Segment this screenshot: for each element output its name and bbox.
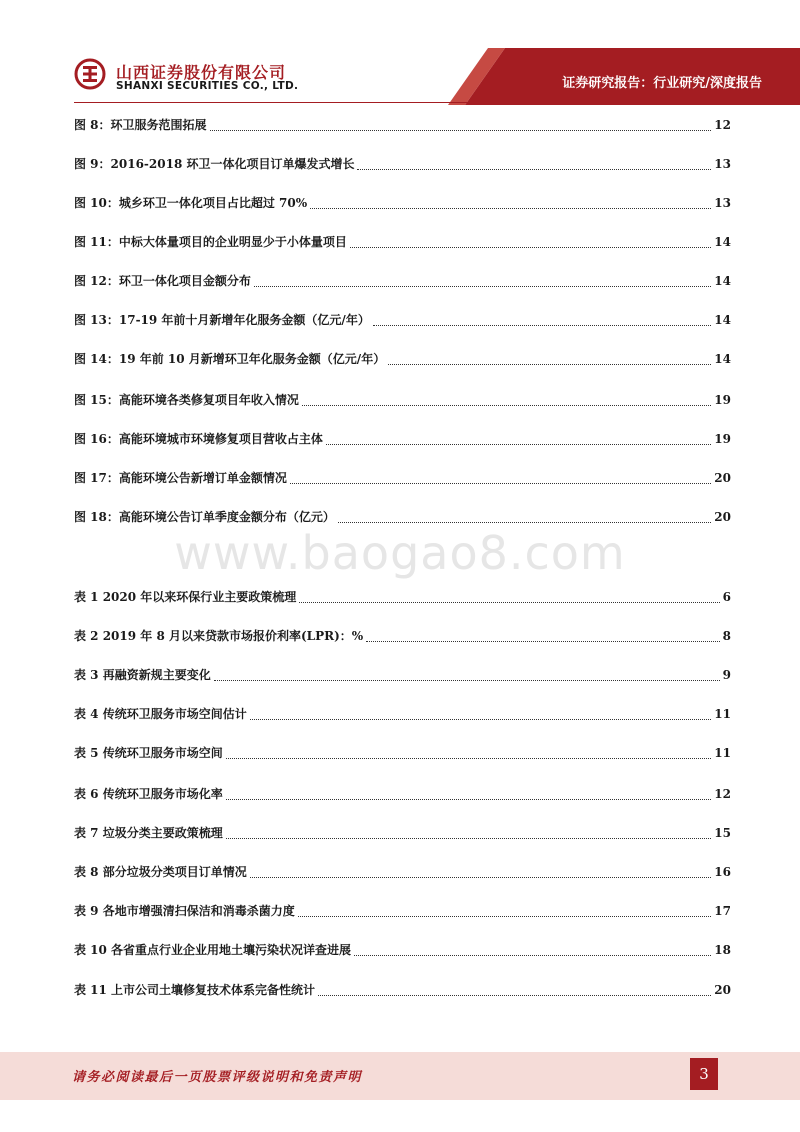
toc-table-entry[interactable]: 表 11 上市公司土壤修复技术体系完备性统计 20 xyxy=(74,983,731,997)
toc-table-entry[interactable]: 表 1 2020 年以来环保行业主要政策梳理 6 xyxy=(74,590,731,604)
shanxi-securities-logo-icon xyxy=(74,58,106,90)
page-header xyxy=(0,0,800,105)
footer-disclaimer: 请务必阅读最后一页股票评级说明和免责声明 xyxy=(72,1070,363,1085)
toc-figure-entry[interactable]: 图 9：2016-2018 环卫一体化项目订单爆发式增长 13 xyxy=(74,157,731,171)
toc-table-entry[interactable]: 表 7 垃圾分类主要政策梳理 15 xyxy=(74,826,731,840)
toc-table-entry[interactable]: 表 6 传统环卫服务市场化率 12 xyxy=(74,787,731,801)
toc-figure-entry[interactable]: 图 18：高能环境公告订单季度金额分布（亿元） 20 xyxy=(74,510,731,524)
page-footer xyxy=(0,1052,800,1100)
company-name-cn: 山西证券股份有限公司 xyxy=(116,63,287,82)
toc-figure-entry[interactable]: 图 13：17-19 年前十月新增年化服务金额（亿元/年） 14 xyxy=(74,313,731,327)
company-name-en: SHANXI SECURITIES CO., LTD. xyxy=(116,80,299,92)
header-divider xyxy=(74,102,800,103)
toc-table-entry[interactable]: 表 5 传统环卫服务市场空间 11 xyxy=(74,746,731,760)
toc-figure-entry[interactable]: 图 12：环卫一体化项目金额分布 14 xyxy=(74,274,731,288)
toc-figure-entry[interactable]: 图 8：环卫服务范围拓展 12 xyxy=(74,118,731,132)
report-type-label: 证券研究报告：行业研究/深度报告 xyxy=(562,76,762,91)
toc-figure-entry[interactable]: 图 14：19 年前 10 月新增环卫年化服务金额（亿元/年） 14 xyxy=(74,352,731,366)
toc-table-entry[interactable]: 表 9 各地市增强清扫保洁和消毒杀菌力度 17 xyxy=(74,904,731,918)
toc-table-entry[interactable]: 表 4 传统环卫服务市场空间估计 11 xyxy=(74,707,731,721)
watermark-text: www.baogao8.com xyxy=(174,526,626,580)
toc-table-entry[interactable]: 表 10 各省重点行业企业用地土壤污染状况详查进展 18 xyxy=(74,943,731,957)
toc-figure-entry[interactable]: 图 16：高能环境城市环境修复项目营收占主体 19 xyxy=(74,432,731,446)
toc-figure-entry[interactable]: 图 15：高能环境各类修复项目年收入情况 19 xyxy=(74,393,731,407)
toc-table-entry[interactable]: 表 2 2019 年 8 月以来贷款市场报价利率(LPR)：% 8 xyxy=(74,629,731,643)
page-number: 3 xyxy=(690,1058,718,1090)
toc-table-entry[interactable]: 表 8 部分垃圾分类项目订单情况 16 xyxy=(74,865,731,879)
toc-figure-entry[interactable]: 图 11：中标大体量项目的企业明显少于小体量项目 14 xyxy=(74,235,731,249)
toc-figure-entry[interactable]: 图 17：高能环境公告新增订单金额情况 20 xyxy=(74,471,731,485)
toc-figure-entry[interactable]: 图 10：城乡环卫一体化项目占比超过 70% 13 xyxy=(74,196,731,210)
toc-table-entry[interactable]: 表 3 再融资新规主要变化 9 xyxy=(74,668,731,682)
